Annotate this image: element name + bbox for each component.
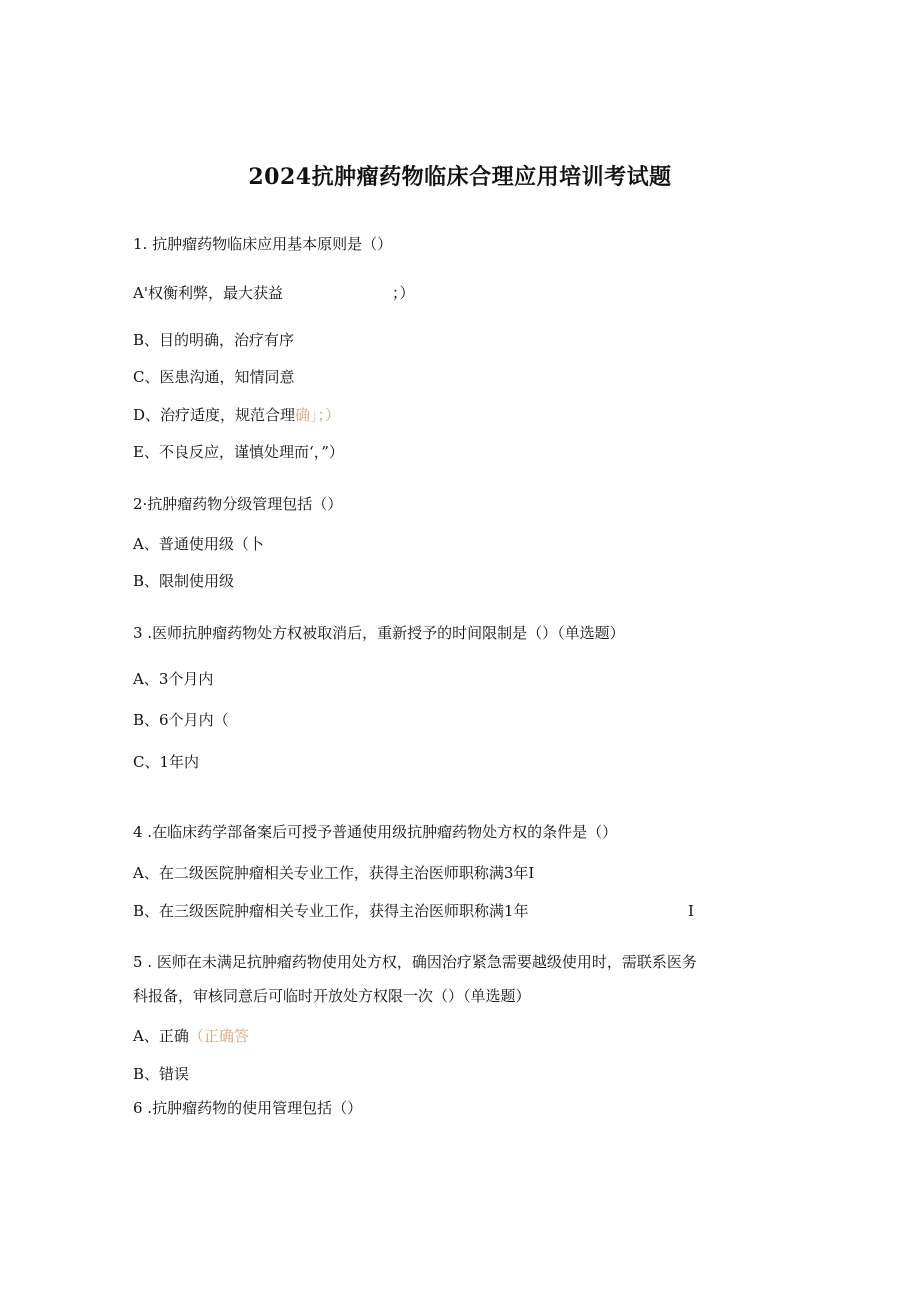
q1-option-e: E、不良反应，谨慎处理而‘，”）	[133, 443, 344, 461]
question-3: 3 .医师抗肿瘤药物处方权被取消后，重新授予的时间限制是（）（单选题）	[133, 624, 625, 642]
q1-option-a-mark: ；）	[392, 284, 415, 302]
question-2: 2·抗肿瘤药物分级管理包括（）	[133, 495, 343, 513]
q1-option-d-mark: 确」；）	[295, 406, 341, 424]
q5-option-b: B、错误	[133, 1065, 190, 1083]
q3-option-a: A、3个月内	[133, 670, 214, 688]
q5-option-a-text: A、正确	[133, 1027, 189, 1045]
question-6: 6 .抗肿瘤药物的使用管理包括（）	[133, 1099, 363, 1117]
question-5-line-1: 5 . 医师在未满足抗肿瘤药物使用处方权，确因治疗紧急需要越级使用时，需联系医务	[133, 953, 697, 971]
q1-option-a: A'权衡利弊，最大获益	[133, 284, 283, 302]
question-4: 4 .在临床药学部备案后可授予普通使用级抗肿瘤药物处方权的条件是（）	[133, 823, 618, 841]
q1-option-b: B、目的明确，治疗有序	[133, 331, 295, 349]
q4-option-b-mark: I	[688, 902, 694, 920]
q4-option-a: A、在二级医院肿瘤相关专业工作，获得主治医师职称满3年I	[133, 864, 535, 882]
question-5-line-2: 科报备，审核同意后可临时开放处方权限一次（）（单选题）	[133, 987, 531, 1005]
q5-option-a-mark: （正确答	[188, 1027, 249, 1045]
q1-option-d	[133, 405, 340, 425]
question-1: 1. 抗肿瘤药物临床应用基本原则是（）	[133, 235, 393, 253]
q1-option-d-text: D、治疗适度，规范合理	[133, 406, 296, 424]
q3-option-c: C、1年内	[133, 753, 200, 771]
q4-option-b: B、在三级医院肿瘤相关专业工作，获得主治医师职称满1年	[133, 902, 529, 920]
page-title: 2024抗肿瘤药物临床合理应用培训考试题	[248, 164, 672, 190]
q2-option-a: A、普通使用级（卜	[133, 535, 264, 553]
q5-option-a	[133, 1026, 249, 1046]
q2-option-b: B、限制使用级	[133, 572, 235, 590]
q1-option-c: C、医患沟通，知情同意	[133, 368, 295, 386]
q3-option-b: B、6个月内（	[133, 711, 229, 729]
